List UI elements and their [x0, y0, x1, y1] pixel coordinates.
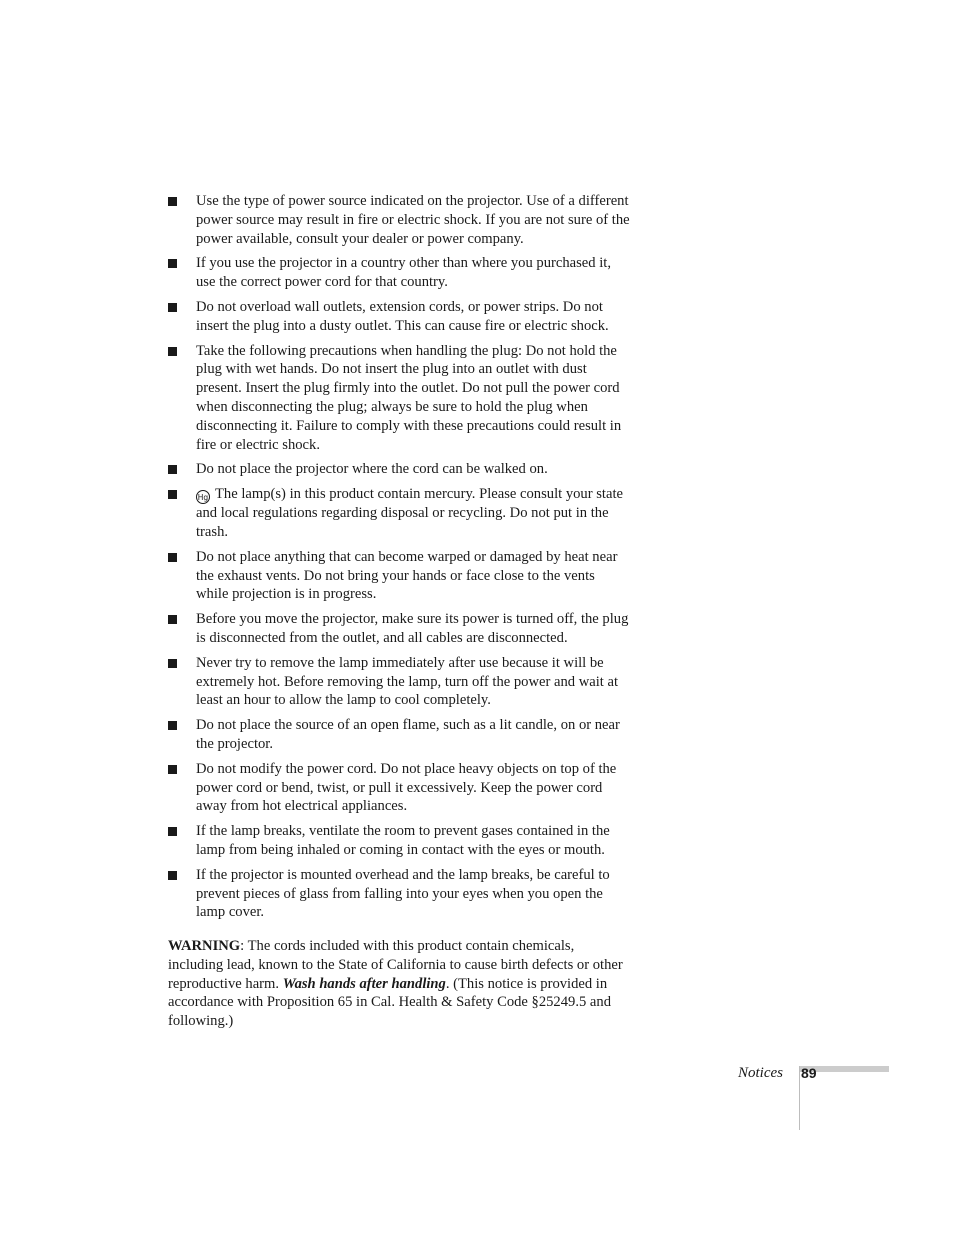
list-item — [168, 298, 630, 336]
square-bullet-icon — [168, 347, 177, 356]
list-item — [168, 342, 630, 455]
list-item — [168, 548, 630, 604]
list-item-text: Do not modify the power cord. Do not place heavy objects on top of the power cord or bend, twist, or pull it excessively. Keep the power cord away from hot electrical appliances. — [196, 760, 617, 815]
list-item — [168, 822, 630, 860]
list-item — [168, 485, 630, 542]
list-item-text: If the lamp breaks, ventilate the room to prevent gases contained in the lamp from being inhaled or coming in contact with the eyes or mouth. — [196, 823, 610, 858]
square-bullet-icon — [168, 259, 177, 268]
list-item-text: Before you move the projector, make sure its power is turned off, the plug is disconnected from the outlet, and all cables are disconnected. — [196, 611, 629, 646]
square-bullet-icon — [168, 721, 177, 730]
warning-label: WARNING — [168, 938, 241, 955]
list-item — [168, 716, 630, 754]
section-name: Notices — [738, 1065, 783, 1081]
warning-text-end: . (This notice is provided in accordance with Proposition 65 in Cal. Health & Safety Code §25249.5 and following.) — [168, 975, 611, 1030]
list-item-text: The lamp(s) in this product contain mercury. Please consult your state and local regulations regarding disposal or recycling. Do not put in the trash. — [196, 486, 623, 540]
square-bullet-icon — [168, 659, 177, 668]
list-item-text: Do not place the projector where the cord can be walked on. — [196, 461, 548, 478]
list-item-text: Do not place anything that can become warped or damaged by heat near the exhaust vents. Do not bring your hands or face close to the vents while projection is in progress. — [196, 548, 618, 603]
square-bullet-icon — [168, 553, 177, 562]
square-bullet-icon — [168, 615, 177, 624]
page-number: 89 — [801, 1065, 817, 1081]
list-item — [168, 866, 630, 922]
list-item-text: If you use the projector in a country other than where you purchased it, use the correct power cord for that country. — [196, 255, 611, 291]
list-item-text: If the projector is mounted overhead and the lamp breaks, be careful to prevent pieces of glass from falling into your eyes when you open the lamp cover. — [196, 866, 610, 921]
list-item-text: Take the following precautions when handling the plug: Do not hold the plug with wet hands. Do not insert the plug into an outlet with dust present. Insert the plug firmly into the outlet. Do not pull the power cord when disconnecting the plug; always be sure to hold the plug when disconnecting it. Failure to comply with these precautions could result in fire or electric shock. — [196, 342, 622, 453]
footer-divider — [799, 1066, 800, 1130]
mercury-icon: Hg — [196, 490, 210, 504]
square-bullet-icon — [168, 197, 177, 206]
list-item-text: Never try to remove the lamp immediately after use because it will be extremely hot. Before removing the lamp, turn off the power and wait at least an hour to allow the lamp to cool completely. — [196, 654, 619, 709]
square-bullet-icon — [168, 827, 177, 836]
warning-emphasis: Wash hands after handling — [282, 975, 446, 992]
list-item — [168, 610, 630, 648]
square-bullet-icon — [168, 765, 177, 774]
list-item — [168, 460, 630, 479]
warning-text: : The cords included with this product contain chemicals, including lead, known to the State of California to cause birth defects or other reproductive harm. — [168, 938, 623, 992]
list-item — [168, 760, 630, 816]
list-item — [168, 654, 630, 710]
list-item-text: Use the type of power source indicated on the projector. Use of a different power source may result in fire or electric shock. If you are not sure of the power available, consult your dealer or power company. — [196, 193, 630, 247]
page-content — [168, 192, 630, 1046]
list-item-text: Do not overload wall outlets, extension cords, or power strips. Do not insert the plug into a dusty outlet. This can cause fire or electric shock. — [196, 298, 609, 334]
square-bullet-icon — [168, 303, 177, 312]
list-item — [168, 254, 630, 292]
list-item-text: Do not place the source of an open flame, such as a lit candle, on or near the projector. — [196, 717, 620, 752]
square-bullet-icon — [168, 465, 177, 474]
square-bullet-icon — [168, 490, 177, 499]
list-item — [168, 192, 630, 248]
warning-paragraph — [168, 937, 630, 1031]
safety-list — [168, 192, 630, 922]
square-bullet-icon — [168, 871, 177, 880]
